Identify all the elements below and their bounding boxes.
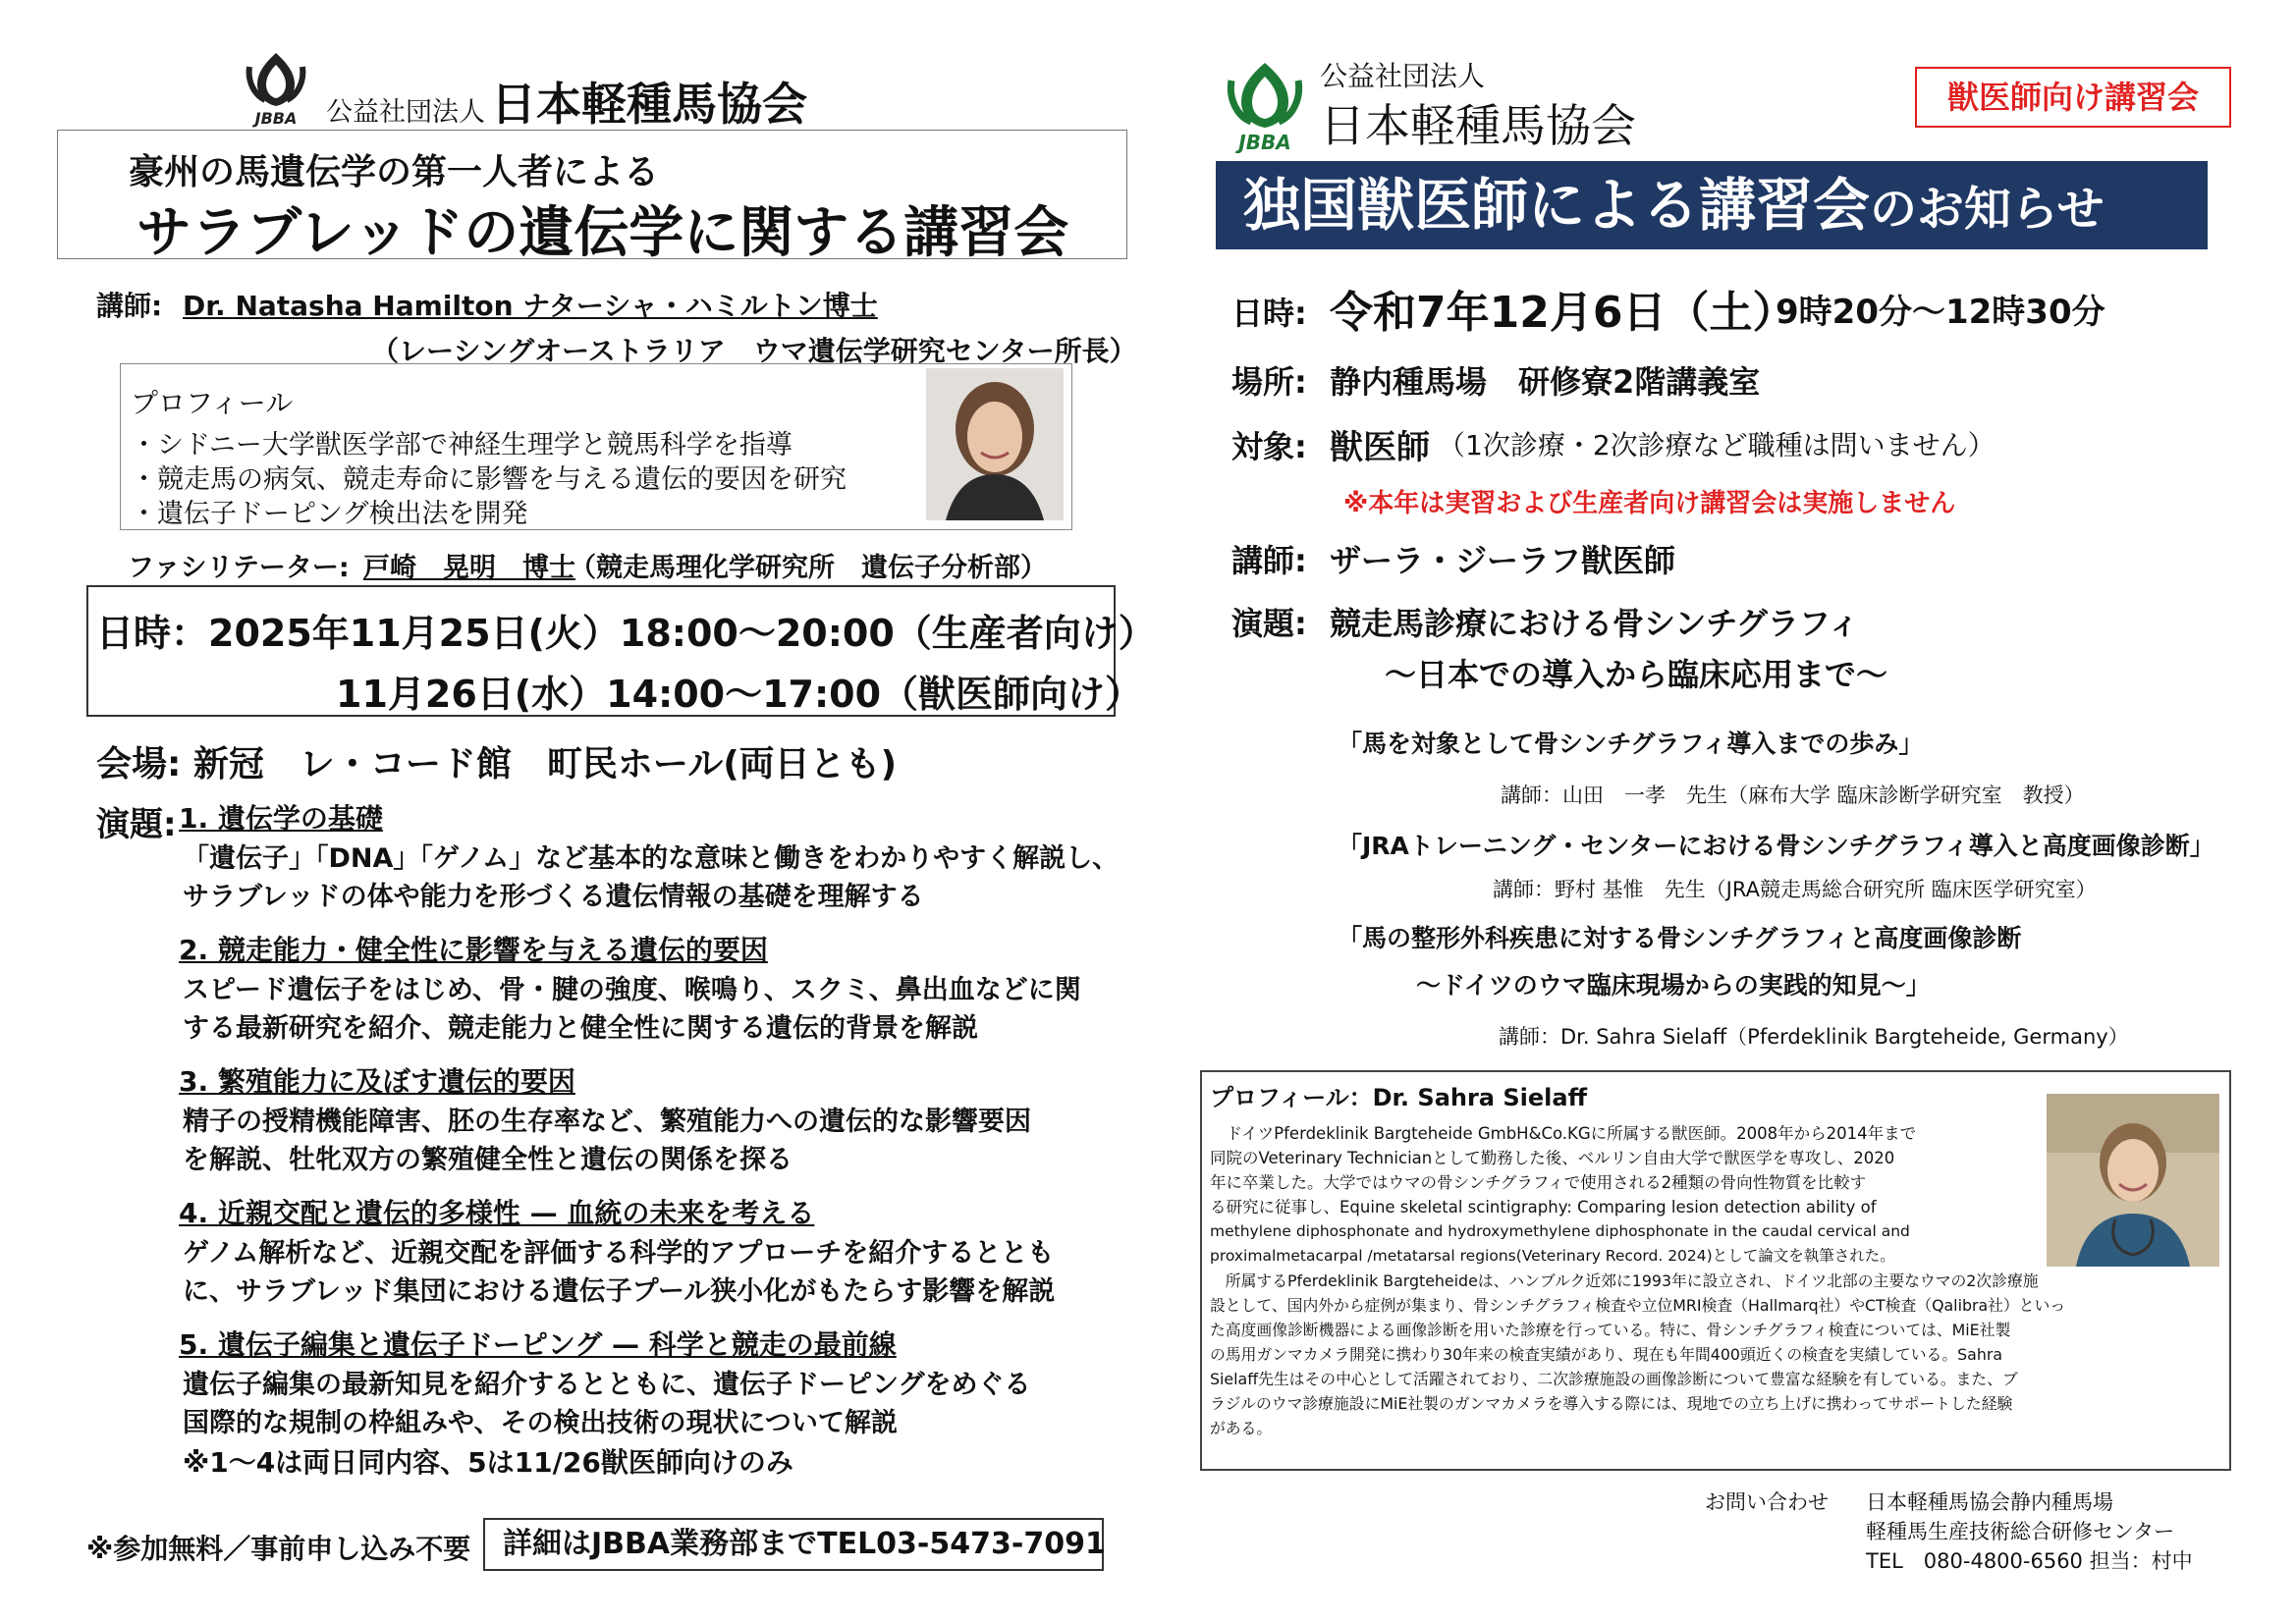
topic-line-2: ～日本での導入から臨床応用まで～ xyxy=(1385,656,1888,693)
profile-line: がある。 xyxy=(1210,1419,1273,1437)
profile-line: 同院のVeterinary Technicianとして勤務した後、ベルリン自由大学で獣医学を専攻し、2020 xyxy=(1210,1149,1895,1167)
profile-item: ・競走馬の病気、競走寿命に影響を与える遺伝的要因を研究 xyxy=(131,464,847,495)
facilitator-label: ファシリテーター: xyxy=(128,553,350,583)
place-label: 場所: xyxy=(1231,363,1307,401)
topic-desc: 「遺伝子」「DNA」「ゲノム」など基本的な意味と働きをわかりやすく解説し、 xyxy=(183,843,1120,874)
profile-line: methylene diphosphonate and hydroxymethylene diphosphonate in the caudal cervical and xyxy=(1210,1222,1910,1240)
org-small-name: 公益社団法人 xyxy=(326,97,485,128)
profile-heading: プロフィール：Dr. Sahra Sielaff xyxy=(1210,1084,1588,1111)
talk-title: 「JRAトレーニング・センターにおける骨シンチグラフィ導入と高度画像診断」 xyxy=(1338,832,2214,860)
contact-line-3: TEL 080-4800-6560 担当：村中 xyxy=(1866,1549,2193,1573)
svg-text:JBBA: JBBA xyxy=(254,109,298,128)
profile-line: 設として、国内外から症例が集まり、骨シンチグラフィ検査や立位MRI検査（Hallmarq社）やCT検査（Qalibra社）といっ xyxy=(1210,1296,2066,1315)
talk-title-cont: ～ドイツのウマ臨床現場からの実践的知見～」 xyxy=(1416,971,1931,1000)
contact-label: お問い合わせ xyxy=(1705,1490,1829,1514)
svg-text:JBBA: JBBA xyxy=(1238,131,1291,153)
topic-title: 5. 遺伝子編集と遺伝子ドーピング — 科学と競走の最前線 xyxy=(179,1328,897,1361)
topic-item xyxy=(179,1324,1102,1441)
warning-note: ※本年は実習および生産者向け講習会は実施しません xyxy=(1343,489,1956,518)
topic-item xyxy=(179,929,1102,1060)
date-box xyxy=(86,585,1156,717)
profile-body xyxy=(1210,1121,2065,1440)
banner-tail: のお知らせ xyxy=(1870,182,2105,237)
jbba-logo xyxy=(244,47,308,128)
venue: 会場: 新冠 レ・コード館 町民ホール(両日とも) xyxy=(96,744,898,784)
profile-item: ・遺伝子ドーピング検出法を開発 xyxy=(131,499,528,529)
target-note: （1次診療・2次診療など職種は問いません） xyxy=(1438,429,1995,461)
title-main: サラブレッドの遺伝学に関する講習会 xyxy=(137,201,1069,265)
org-small-name: 公益社団法人 xyxy=(1320,60,1486,92)
topic-desc: を解説、牡牝双方の繁殖健全性と遺伝の関係を探る xyxy=(183,1145,793,1175)
profile-line: る研究に従事し、Equine skeletal scintigraphy: Comparing lesion detection ability of xyxy=(1210,1198,1877,1216)
talk-speaker: 講師：山田 一孝 先生（麻布大学 臨床診断学研究室 教授） xyxy=(1501,784,2085,807)
profile-line: ドイツPferdeklinik Bargteheide GmbH&Co.KGに所属する獣医師。2008年から2014年まで xyxy=(1210,1124,1917,1143)
contact-line-2: 軽種馬生産技術総合研修センター xyxy=(1866,1520,2175,1543)
jbba-logo-color xyxy=(1224,55,1306,153)
vet-seminar-badge: 獣医師向け講習会 xyxy=(1915,67,2231,128)
title-box xyxy=(57,130,1127,265)
profile-box xyxy=(120,363,1072,530)
topic-label: 演題: xyxy=(1231,605,1307,642)
profile-line: た高度画像診断機器による画像診断を用いた診療を行っている。特に、骨シンチグラフィ検査については、MiE社製 xyxy=(1210,1321,2011,1339)
title-subtitle: 豪州の馬遺伝学の第一人者による xyxy=(129,152,660,192)
profile-line: 所属するPferdeklinik Bargteheideは、ハンブルク近郊に1993年に設立され、ドイツ北部の主要なウマの2次診療施 xyxy=(1210,1271,2039,1290)
date-line-2: 11月26日(水）14:00～17:00（獣医師向け） xyxy=(336,673,1143,716)
profile-item: ・シドニー大学獣医学部で神経生理学と競馬科学を指導 xyxy=(131,430,793,460)
contact-box: 詳細はJBBA業務部までTEL03-5473-7091 xyxy=(483,1518,1104,1571)
topic-line-1: 競走馬診療における骨シンチグラフィ xyxy=(1330,605,1860,642)
profile-heading: プロフィール xyxy=(131,387,294,419)
topic-title: 3. 繁殖能力に及ぼす遺伝的要因 xyxy=(179,1065,575,1098)
topic-desc: ゲノム解析など、近親交配を評価する科学的アプローチを紹介するととも xyxy=(183,1238,1055,1269)
profile-line: Sielaff先生はその中心として活躍されており、二次診療施設の画像診断について豊富な経験を有している。また、ブ xyxy=(1210,1370,2018,1388)
topic-desc: に、サラブレッド集団における遺伝子プール狭小化がもたらす影響を解説 xyxy=(183,1276,1056,1307)
facilitator-affiliation: （競走馬理化学研究所 遺伝子分析部） xyxy=(570,553,1047,583)
profile-line: の馬用ガンマカメラ開発に携わり30年来の検査実績があり、現在も年間400頭近くの検査を実績している。Sahra xyxy=(1210,1345,2003,1364)
date-time: 9時20分～12時30分 xyxy=(1776,293,2105,332)
talk-speaker: 講師：Dr. Sahra Sielaff（Pferdeklinik Bargteheide, Germany） xyxy=(1499,1025,2129,1049)
talk-title: 「馬の整形外科疾患に対する骨シンチグラフィと高度画像診断 xyxy=(1338,924,2022,952)
seminar-banner xyxy=(1216,161,2208,249)
date-label: 日時: xyxy=(1231,295,1307,332)
topic-desc: 国際的な規制の枠組みや、その検出技術の現状について解説 xyxy=(183,1408,898,1438)
topic-item xyxy=(179,797,1120,929)
profile-box-right xyxy=(1200,1070,2231,1471)
org-name: 日本軽種馬協会 xyxy=(1320,99,1636,152)
lecturer-affiliation: （レーシングオーストラリア ウマ遺伝学研究センター所長） xyxy=(371,335,1137,367)
lecturer-label: 講師: xyxy=(96,290,163,322)
topic-desc: スピード遺伝子をはじめ、骨・腱の強度、喉鳴り、スクミ、鼻出血などに関 xyxy=(183,975,1081,1005)
lecturer-portrait xyxy=(2047,1094,2219,1267)
date-line-1: 日時：2025年11月25日(火）18:00～20:00（生産者向け） xyxy=(96,612,1156,655)
lecturer-portrait xyxy=(926,368,1064,520)
lecturer-name: Dr. Natasha Hamilton ナターシャ・ハミルトン博士 xyxy=(183,290,878,322)
topics-label: 演題: xyxy=(96,805,177,844)
target-value: 獣医師 xyxy=(1330,428,1430,467)
topic-desc: 遺伝子編集の最新知見を紹介するとともに、遺伝子ドーピングをめぐる xyxy=(183,1370,1031,1400)
topic-title: 1. 遺伝学の基礎 xyxy=(179,802,383,835)
topic-title: 4. 近親交配と遺伝的多様性 — 血統の未来を考える xyxy=(179,1197,815,1229)
fee-note: ※参加無料／事前申し込み不要 xyxy=(86,1533,471,1565)
profile-line: proximalmetacarpal /metatarsal regions(Veterinary Record. 2024)として論文を執筆された。 xyxy=(1210,1247,1895,1265)
lecturer-value: ザーラ・ジーラフ獣医師 xyxy=(1330,542,1676,579)
topic-item xyxy=(179,1192,1102,1324)
topic-item xyxy=(179,1060,1102,1192)
lecturer-label: 講師: xyxy=(1231,542,1307,579)
facilitator-name: 戸崎 晃明 博士 xyxy=(363,553,575,583)
banner-main: 独国獣医師による講習会 xyxy=(1243,172,1871,239)
profile-line: 年に卒業した。大学ではウマの骨シンチグラフィで使用される2種類の骨向性物質を比較す xyxy=(1210,1173,1867,1192)
topic-desc: サラブレッドの体や能力を形づくる遺伝情報の基礎を理解する xyxy=(183,882,924,912)
talk-speaker: 講師：野村 基惟 先生（JRA競走馬総合研究所 臨床医学研究室） xyxy=(1493,878,2097,901)
contact-line-1: 日本軽種馬協会静内種馬場 xyxy=(1866,1490,2113,1514)
topic-desc: する最新研究を紹介、競走能力と健全性に関する遺伝的背景を解説 xyxy=(183,1013,978,1044)
topics-list xyxy=(179,797,1120,1481)
topic-desc: 精子の授精機能障害、胚の生存率など、繁殖能力への遺伝的な影響要因 xyxy=(183,1107,1031,1137)
topics-note: ※1～4は両日同内容、5は11/26獣医師向けのみ xyxy=(183,1446,793,1479)
date-main: 令和7年12月6日（土） xyxy=(1330,288,1796,338)
target-label: 対象: xyxy=(1231,428,1307,465)
talk-title: 「馬を対象として骨シンチグラフィ導入までの歩み」 xyxy=(1338,730,1924,758)
org-name: 日本軽種馬協会 xyxy=(491,78,807,131)
topic-title: 2. 競走能力・健全性に影響を与える遺伝的要因 xyxy=(179,934,768,966)
profile-line: ラジルのウマ診療施設にMiE社製のガンマカメラを導入する際には、現地での立ち上げに携わってサポートした経験 xyxy=(1210,1394,2013,1413)
place-value: 静内種馬場 研修寮2階講義室 xyxy=(1330,363,1761,401)
